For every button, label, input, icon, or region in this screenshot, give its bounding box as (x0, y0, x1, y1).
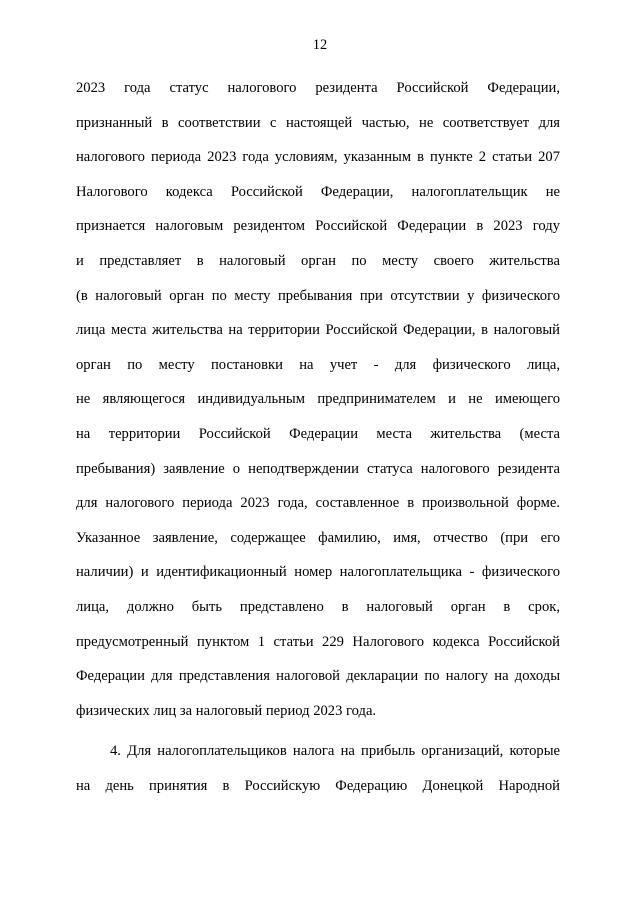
text-line: Федерации для представления налоговой декларации по налогу на доходы (76, 668, 560, 685)
text-line: (в налоговый орган по месту пребывания при отсутствии у физического (76, 287, 560, 304)
text-line: признанный в соответствии с настоящей частью, не соответствует для (76, 114, 560, 131)
text-line: физических лиц за налоговый период 2023 года. (76, 702, 377, 719)
paragraph-continued (76, 74, 560, 731)
text-line: наличии) и идентификационный номер налогоплательщика - физического (76, 564, 560, 581)
text-line: Указанное заявление, содержащее фамилию, имя, отчество (при его (76, 529, 560, 546)
paragraph-4 (76, 737, 560, 806)
text-line: для налогового периода 2023 года, составленное в произвольной форме. (76, 495, 560, 512)
text-line: на территории Российской Федерации места жительства (места (76, 425, 560, 442)
text-line: Налогового кодекса Российской Федерации, налогоплательщик не (76, 183, 560, 200)
document-body (76, 74, 560, 806)
text-line: налогового периода 2023 года условиям, указанным в пункте 2 статьи 207 (76, 149, 560, 166)
text-line: предусмотренный пунктом 1 статьи 229 Налогового кодекса Российской (76, 633, 560, 650)
text-line: 2023 года статус налогового резидента Российской Федерации, (76, 80, 560, 96)
text-line: и представляет в налоговый орган по месту своего жительства (76, 252, 560, 269)
text-line: лица, должно быть представлено в налоговый орган в срок, (76, 598, 560, 615)
page-number: 12 (312, 37, 328, 53)
text-line: лица места жительства на территории Российской Федерации, в налоговый (76, 322, 560, 339)
text-line: признается налоговым резидентом Российской Федерации в 2023 году (76, 218, 560, 235)
text-line: на день принятия в Российскую Федерацию Донецкой Народной (76, 777, 560, 794)
text-line: не являющегося индивидуальным предпринимателем и не имеющего (76, 391, 560, 408)
text-line: 4. Для налогоплательщиков налога на прибыль организаций, которые (110, 743, 560, 760)
text-line: пребывания) заявление о неподтверждении статуса налогового резидента (76, 460, 560, 477)
text-line: орган по месту постановки на учет - для физического лица, (76, 356, 560, 373)
